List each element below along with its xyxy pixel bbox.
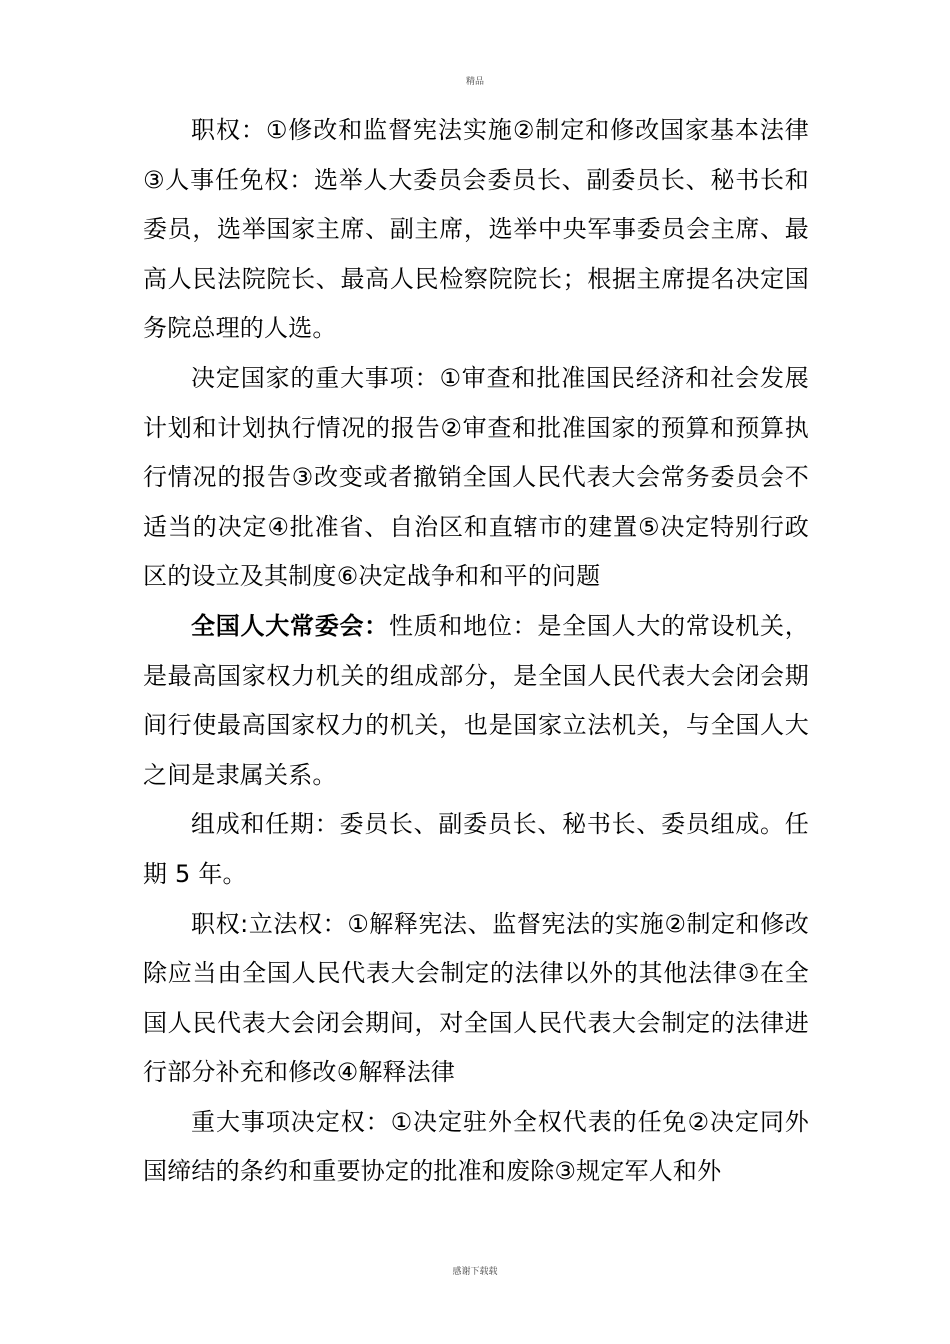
- paragraph-text: 决定国家的重大事项：①审查和批准国民经济和社会发展计划和计划执行情况的报告②审查和批准国家的预算和预算执行情况的报告③改变或者撤销全国人民代表大会常务委员会不适当的决定④批准省、自治区和直辖市的建置⑤决定特别行政区的设立及其制度⑥决定战争和和平的问题: [143, 363, 809, 591]
- page-header: 精品: [465, 77, 484, 87]
- paragraph-text: 职权:立法权：①解释宪法、监督宪法的实施②制定和修改除应当由全国人民代表大会制定的法律以外的其他法律③在全国人民代表大会闭会期间，对全国人民代表大会制定的法律进行部分补充和修改④解释法律: [143, 909, 809, 1087]
- paragraph-text: 重大事项决定权：①决定驻外全权代表的任免②决定同外国缔结的条约和重要协定的批准和废除③规定军人和外: [143, 1107, 809, 1186]
- paragraph-major-matters: [143, 354, 809, 602]
- paragraph-text: 职权：①修改和监督宪法实施②制定和修改国家基本法律③人事任免权：选举人大委员会委员长、副委员长、秘书长和委员，选举国家主席、副主席，选举中央军事委员会主席、最高人民法院院长、最高人民检察院院长；根据主席提名决定国务院总理的人选。: [143, 116, 809, 343]
- paragraph-decision-power: [143, 1098, 809, 1197]
- page-footer: 感谢下载载: [452, 1267, 498, 1277]
- paragraph-lead-heading: 全国人大常委会：: [191, 611, 389, 640]
- document-body: [143, 106, 809, 1197]
- paragraph-text: 组成和任期：委员长、副委员长、秘书长、委员组成。任期 5 年。: [143, 810, 809, 888]
- paragraph-composition-term: [143, 800, 809, 899]
- paragraph-text: 性质和地位：是全国人大的常设机关，是最高国家权力机关的组成部分，是全国人民代表大会闭会期间行使最高国家权力的机关，也是国家立法机关，与全国人大之间是隶属关系。: [143, 611, 809, 789]
- paragraph-powers: [143, 106, 809, 354]
- paragraph-legislative-power: [143, 900, 809, 1098]
- paragraph-standing-committee: [143, 602, 809, 800]
